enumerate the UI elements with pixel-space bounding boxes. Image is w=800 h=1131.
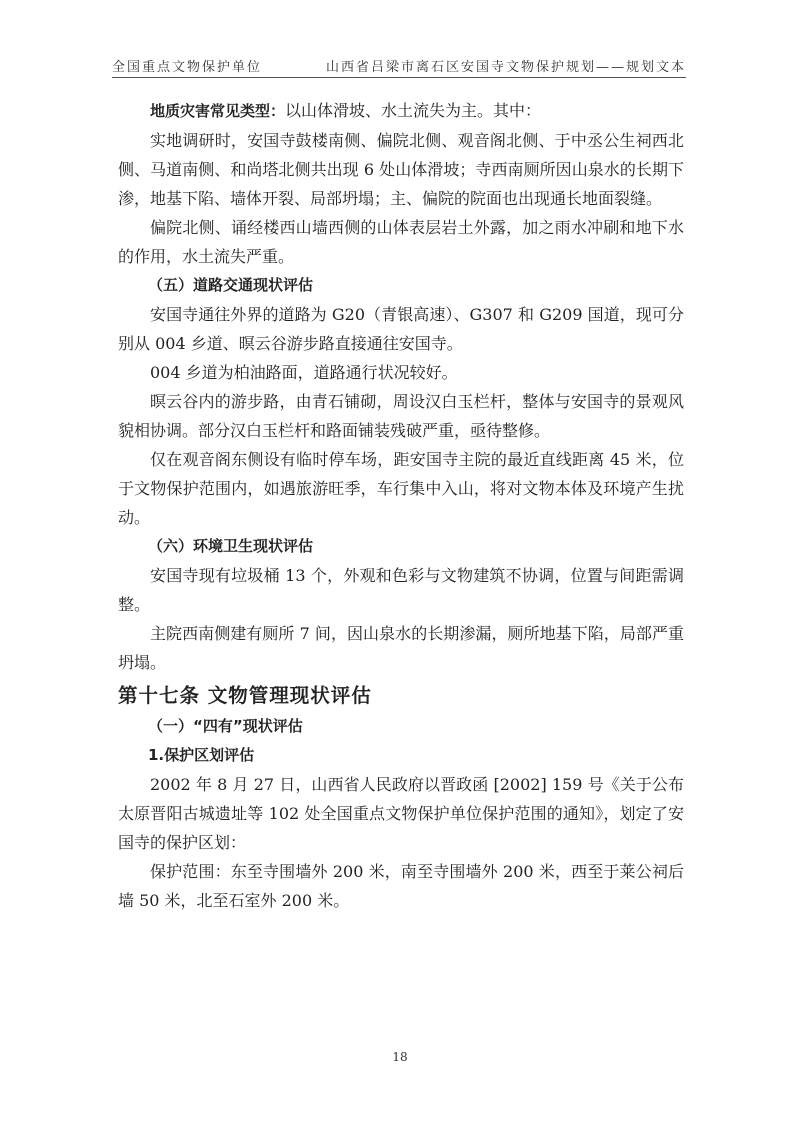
geo-p2: 偏院北侧、诵经楼西山墙西侧的山体表层岩土外露，加之雨水冲刷和地下水的作用，水土流失严重。: [118, 218, 684, 266]
page-number: 18: [392, 1050, 408, 1064]
road-p1: 安国寺通往外界的道路为 G20（青银高速）、G307 和 G209 国道，现可分别从 004 乡道、暝云谷游步路直接通往安国寺。: [118, 305, 684, 353]
road-p2: 004 乡道为柏油路面，道路通行状况较好。: [150, 363, 458, 382]
article-sub2: 1.保护区划评估: [148, 746, 255, 764]
road-p4: 仅在观音阁东侧设有临时停车场，距安国寺主院的最近直线距离 45 米，位于文物保护范围内，如遇旅游旺季，车行集中入山，将对文物本体及环境产生扰动。: [118, 450, 684, 527]
page-header: [112, 56, 686, 75]
env-p1: 安国寺现有垃圾桶 13 个，外观和色彩与文物建筑不协调，位置与间距需调整。: [118, 566, 684, 614]
geo-paragraph: [118, 96, 684, 126]
header-rule: [112, 77, 686, 78]
article-p1: 2002 年 8 月 27 日，山西省人民政府以晋政函 [2002] 159 号《关于公布太原晋阳古城遗址等 102 处全国重点文物保护单位保护范围的通知》，划定了安国寺的保护区划：: [118, 775, 684, 852]
road-heading: （五）道路交通现状评估: [148, 276, 314, 294]
env-heading: （六）环境卫生现状评估: [148, 537, 314, 555]
road-p3: 暝云谷内的游步路，由青石铺砌，周设汉白玉栏杆，整体与安国寺的景观风貌相协调。部分汉白玉栏杆和路面铺装残破严重，亟待整修。: [118, 392, 684, 440]
article-title: 第十七条 文物管理现状评估: [118, 684, 372, 707]
geo-p1: 实地调研时，安国寺鼓楼南侧、偏院北侧、观音阁北侧、于中丞公生祠西北侧、马道南侧、和尚塔北侧共出现 6 处山体滑坡；寺西南厕所因山泉水的长期下渗，地基下陷、墙体开裂、局部坍塌；主、偏院的院面也出现通长地面裂缝。: [118, 131, 684, 208]
header-right: 山西省吕梁市离石区安国寺文物保护规划——规划文本: [325, 60, 686, 75]
geo-title: 地质灾害常见类型：: [150, 102, 286, 120]
page-content: [118, 96, 684, 915]
geo-intro: 以山体滑坡、水土流失为主。其中：: [285, 101, 542, 120]
article-sub1: （一）“四有”现状评估: [148, 717, 303, 735]
article-p2: 保护范围：东至寺围墙外 200 米，南至寺围墙外 200 米，西至于莱公祠后墙 50 米，北至石室外 200 米。: [118, 862, 684, 910]
header-left: 全国重点文物保护单位: [112, 60, 263, 75]
env-p2: 主院西南侧建有厕所 7 间，因山泉水的长期渗漏，厕所地基下陷，局部严重坍塌。: [118, 624, 684, 672]
